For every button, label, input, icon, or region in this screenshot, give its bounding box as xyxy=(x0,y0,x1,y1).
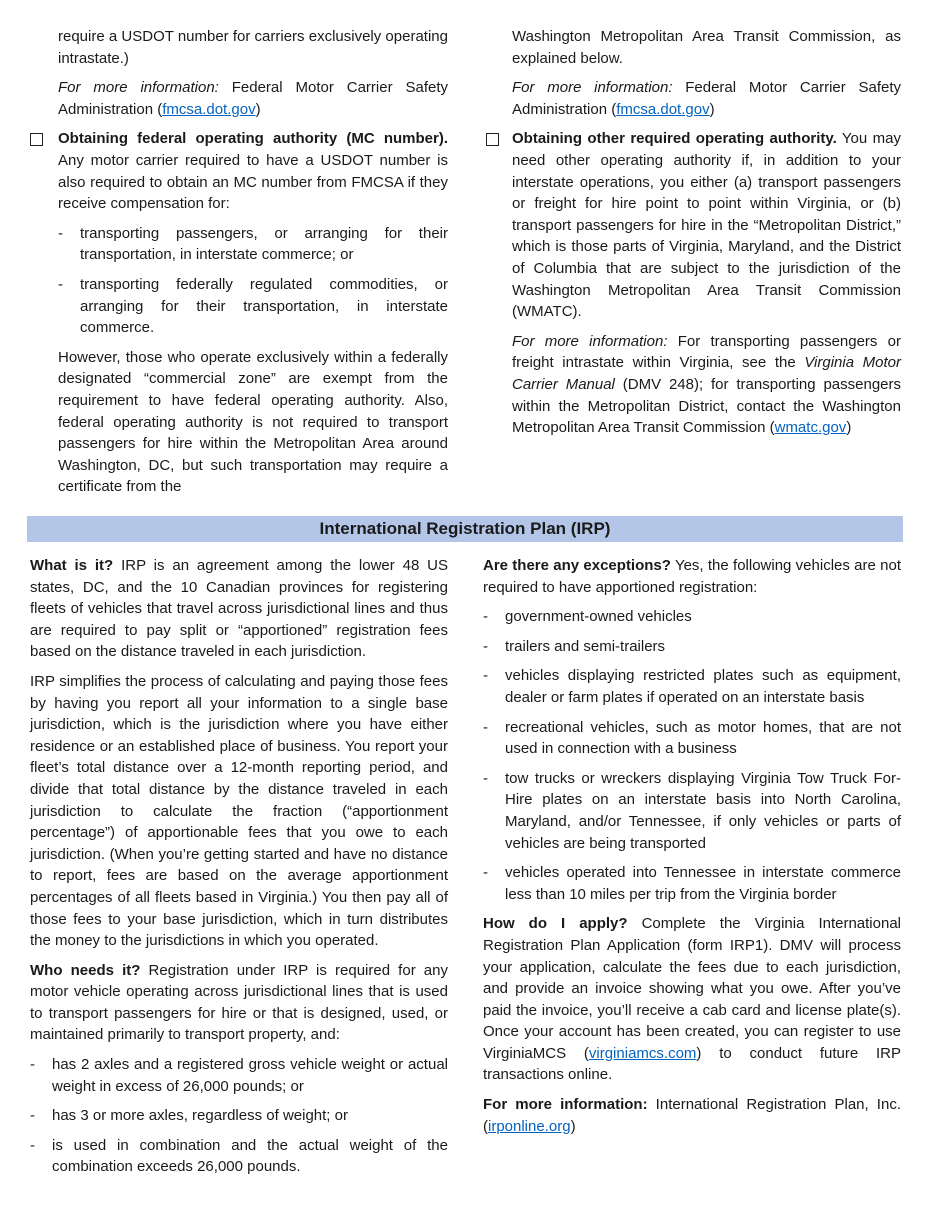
list-item-text: transporting passengers, or arranging for their transportation, in interstate commerce; or xyxy=(80,224,448,264)
text: Washington Metropolitan Area Transit Commission, as explained below. xyxy=(512,28,901,67)
paragraph xyxy=(483,913,901,1086)
text: (DMV 248); for transporting passengers within the Metropolitan District, contact the Washington Metropolitan Area Transit Commission ( xyxy=(512,375,902,437)
paragraph xyxy=(58,26,448,69)
who-label: Who needs it? xyxy=(30,961,141,979)
info-label: For more information: xyxy=(512,332,668,350)
list-item xyxy=(30,1054,448,1097)
info-label: For more information: xyxy=(58,79,219,97)
text: IRP is an agreement among the lower 48 US states, DC, and the 10 Canadian provinces for registering fleets of vehicles that travel across jurisdictional lines and thus are required to pay split or “apportioned” registration fees based on the distance traveled in each jurisdiction. xyxy=(30,557,448,661)
text: You may need other operating authority if, in addition to your interstate operations, you either (a) transport passengers or freight for hire point to point within Virginia, or (b) transport passengers for hire in the “Metropolitan District,” which is those parts of Virginia, Maryland, and the District of Columbia that are subject to the jurisdiction of the Washington Metropolitan Area Transit Commission (WMATC). xyxy=(512,130,901,321)
list-item xyxy=(30,1135,448,1178)
list-item-text: government-owned vehicles xyxy=(505,608,692,626)
list-item-text: recreational vehicles, such as motor homes, that are not used in connection with a business xyxy=(505,718,901,758)
text: However, those who operate exclusively within a federally designated “commercial zone” are exempt from the requirement to have federal operating authority. Also, federal operating authority is not required to transport passengers for hire within the Metropolitan Area around Washington, DC, but such transportation may require a certificate from the xyxy=(58,348,448,496)
text: Federal Motor Carrier Safety Administration ( xyxy=(512,79,901,118)
list-item-text: vehicles displaying restricted plates such as equipment, dealer or farm plates if operated on an interstate basis xyxy=(505,667,901,706)
dash: - xyxy=(30,1056,35,1074)
list-item xyxy=(483,665,901,708)
paragraph xyxy=(483,555,901,598)
paragraph xyxy=(512,26,901,69)
list-item xyxy=(483,862,901,905)
mc-item xyxy=(58,128,448,214)
irp-left-column xyxy=(30,555,448,1186)
other-heading: Obtaining other required operating authority. xyxy=(512,130,837,148)
virginiamcs-link[interactable]: virginiamcs.com xyxy=(588,1044,697,1062)
other-authority-item xyxy=(512,128,901,322)
what-label: What is it? xyxy=(30,557,114,574)
exceptions-label: Are there any exceptions? xyxy=(483,557,671,574)
list-item xyxy=(58,223,448,266)
text: ) to conduct future IRP transactions online. xyxy=(483,1044,902,1084)
list-item-text: has 2 axles and a registered gross vehicle weight or actual weight in excess of 26,000 pounds; or xyxy=(52,1056,448,1095)
more-info xyxy=(483,1094,901,1137)
dash: - xyxy=(58,275,63,293)
list-item xyxy=(483,636,901,658)
irp-right-column xyxy=(483,555,901,1145)
text: IRP simplifies the process of calculating and paying those fees by having you report all your information to a single base jurisdiction, which is the jurisdiction where you have either residence or an established place of business. You report your fleet’s total distance over a 12-month reporting period, and divide that total distance by the distance traveled in each jurisdiction to calculate the fraction (“apportionment percentage”) of apportionable fees that you owe to each jurisdiction. (When you’re getting started and have no distance to report, fees are based on the average apportionment percentages of all fleets based in Virginia.) You then pay all of those fees to your base jurisdiction, which in turn distributes the money to the jurisdictions in which you operated. xyxy=(30,672,448,950)
text: Federal Motor Carrier Safety Administration ( xyxy=(58,79,448,118)
fmcsa-link[interactable]: fmcsa.dot.gov xyxy=(162,100,256,118)
apply-label: How do I apply? xyxy=(483,915,628,933)
list-item xyxy=(483,717,901,760)
dash: - xyxy=(30,1136,35,1154)
text: Yes, the following vehicles are not required to have apportioned registration: xyxy=(483,557,901,596)
list-item-text: tow trucks or wreckers displaying Virginia Tow Truck For-Hire plates on an interstate basis into North Carolina, Maryland, and/or Tennessee, if only vehicles or parts of vehicles are being transported xyxy=(505,769,901,852)
more-info xyxy=(512,331,901,439)
wmatc-link[interactable]: wmatc.gov xyxy=(774,419,847,437)
list-item-text: is used in combination and the actual weight of the combination exceeds 26,000 pounds. xyxy=(52,1136,448,1176)
text: require a USDOT number for carriers exclusively operating intrastate.) xyxy=(58,28,448,67)
dash: - xyxy=(483,718,488,736)
text: For transporting passengers or freight intrastate within Virginia, see the xyxy=(512,332,901,372)
list-item xyxy=(30,1105,448,1127)
dash: - xyxy=(30,1107,35,1125)
text: ) xyxy=(255,100,261,118)
section-header: International Registration Plan (IRP) xyxy=(27,516,903,542)
paragraph xyxy=(30,555,448,663)
text: ) xyxy=(846,419,852,437)
checkbox-icon[interactable] xyxy=(486,133,499,146)
more-info xyxy=(512,77,901,120)
paragraph xyxy=(30,960,448,1046)
text: Registration under IRP is required for any motor vehicle operating across jurisdictional lines that is used to transport passengers for hire or that is designed, used, or maintained primarily to transport property, and: xyxy=(30,961,448,1044)
checkbox-icon[interactable] xyxy=(30,133,43,146)
dash: - xyxy=(483,864,488,882)
manual-title: Virginia Motor Carrier Manual xyxy=(512,354,902,393)
more-info xyxy=(58,77,448,120)
dash: - xyxy=(483,769,488,787)
list-item-text: has 3 or more axles, regardless of weight; or xyxy=(52,1107,348,1125)
text: Any motor carrier required to have a USDOT number is also required to obtain an MC number from FMCSA if they receive compensation for: xyxy=(58,151,448,213)
fmcsa-link[interactable]: fmcsa.dot.gov xyxy=(616,100,710,118)
dash: - xyxy=(58,224,63,242)
paragraph xyxy=(30,671,448,952)
list-item xyxy=(483,768,901,854)
list-item-text: transporting federally regulated commodities, or arranging for their transportation, in interstate commerce. xyxy=(80,275,448,337)
text: Complete the Virginia International Registration Plan Application (form IRP1). DMV will process your application, calculate the fees due to each jurisdiction, and provide an invoice showing what you owe. After you’ve paid the invoice, you’ll receive a cab card and license plate(s). Once your account has been created, you can register to use VirginiaMCS ( xyxy=(483,915,902,1062)
paragraph xyxy=(58,347,448,498)
dash: - xyxy=(483,667,488,685)
list-item xyxy=(483,606,901,628)
list-item-text: vehicles operated into Tennessee in interstate commerce less than 10 miles per trip from the Virginia border xyxy=(505,864,901,903)
top-right-column xyxy=(512,26,901,447)
top-left-column xyxy=(58,26,448,506)
irponline-link[interactable]: irponline.org xyxy=(488,1117,571,1135)
info-label: For more information: xyxy=(512,79,673,97)
list-item xyxy=(58,274,448,339)
list-item-text: trailers and semi-trailers xyxy=(505,637,666,655)
mc-heading: Obtaining federal operating authority (MC number). xyxy=(58,130,448,148)
dash: - xyxy=(483,608,488,626)
more-label: For more information: xyxy=(483,1096,648,1114)
text: ) xyxy=(709,100,715,118)
text: International Registration Plan, Inc. ( xyxy=(483,1096,901,1135)
dash: - xyxy=(483,637,488,655)
text: ) xyxy=(570,1117,576,1135)
